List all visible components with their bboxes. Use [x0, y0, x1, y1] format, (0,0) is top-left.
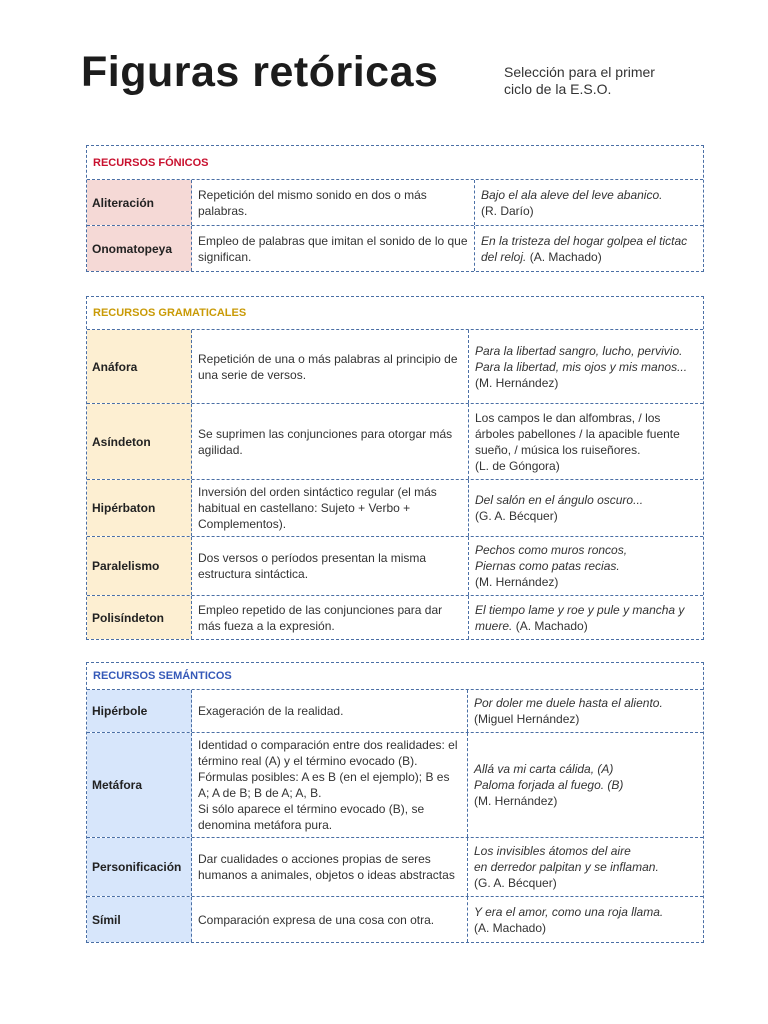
example-author: (M. Hernández) [475, 575, 559, 589]
figure-example [469, 404, 703, 479]
table-row [87, 480, 703, 537]
figure-definition: Empleo de palabras que imitan el sonido de lo que significan. [192, 226, 475, 271]
example-quote: Para la libertad sangro, lucho, pervivio. Para la libertad, mis ojos y mis manos... [475, 343, 688, 374]
figure-name: Hipérbole [87, 690, 192, 732]
figure-name: Personificación [87, 838, 192, 896]
example-author: (A. Machado) [474, 920, 547, 935]
example-quote: Del salón en el ángulo oscuro... [475, 493, 644, 507]
example-author: (Miguel Hernández) [474, 712, 580, 726]
example-quote: El tiempo lame y roe y pule y mancha y muere. [475, 602, 685, 633]
figure-name: Aliteración [87, 180, 192, 225]
example-quote: Allá va mi carta cálida, (A) Paloma forjada al fuego. (B) [474, 762, 624, 792]
section-recursos-gramaticales [86, 296, 704, 640]
figure-definition: Empleo repetido de las conjunciones para dar más fueza a la expresión. [192, 596, 469, 639]
figure-name: Símil [87, 897, 192, 942]
example-author: (M. Hernández) [474, 794, 558, 808]
figure-example [468, 733, 703, 837]
table-row [87, 226, 703, 271]
figure-definition: Identidad o comparación entre dos realidades: el término real (A) y el término evocado (B). Fórmulas posibles: A es B (en el ejemplo); B es A; A de B; B de A; A, B. Si sólo aparece el término evocado (B), se denomina metáfora pura. [192, 733, 468, 837]
figure-example [475, 226, 703, 271]
example-quote: Bajo el ala aleve del leve abanico. [481, 187, 663, 202]
figure-example [468, 690, 703, 732]
table-row [87, 897, 703, 942]
example-quote: Pechos como muros roncos, Piernas como patas recias. [475, 543, 628, 573]
figure-example [469, 480, 703, 536]
table-row [87, 330, 703, 404]
example-author: (M. Hernández) [475, 375, 559, 390]
example-author: (A. Machado) [512, 618, 588, 633]
figure-example [469, 537, 703, 595]
example-quote: Por doler me duele hasta el aliento. [474, 696, 663, 710]
table-row [87, 537, 703, 596]
page-subtitle: Selección para el primer ciclo de la E.S.O. [504, 64, 655, 97]
figure-definition: Dar cualidades o acciones propias de seres humanos a animales, objetos o ideas abstractas [192, 838, 468, 896]
table-row [87, 733, 703, 838]
figure-definition: Inversión del orden sintáctico regular (el más habitual en castellano: Sujeto + Verbo + Complementos). [192, 480, 469, 536]
figure-definition: Se suprimen las conjunciones para otorgar más agilidad. [192, 404, 469, 479]
figure-name: Polisíndeton [87, 596, 192, 639]
example-quote: En la tristeza del hogar golpea el tictac del reloj. [481, 233, 688, 264]
figure-name: Onomatopeya [87, 226, 192, 271]
figure-definition: Dos versos o períodos presentan la misma estructura sintáctica. [192, 537, 469, 595]
figure-name: Hipérbaton [87, 480, 192, 536]
figure-definition: Repetición del mismo sonido en dos o más palabras. [192, 180, 475, 225]
section-heading: RECURSOS SEMÁNTICOS [87, 663, 703, 690]
table-row [87, 596, 703, 639]
table-row [87, 180, 703, 226]
figure-example [475, 180, 703, 225]
page-title: Figuras retóricas [81, 48, 439, 96]
figure-definition: Exageración de la realidad. [192, 690, 468, 732]
table-row [87, 690, 703, 733]
figure-example [469, 596, 703, 639]
figure-definition: Comparación expresa de una cosa con otra. [192, 897, 468, 942]
example-quote: Los invisibles átomos del aire en derredor palpitan y se inflaman. [474, 844, 659, 874]
figure-name: Anáfora [87, 330, 192, 403]
section-heading: RECURSOS FÓNICOS [87, 146, 703, 180]
section-recursos-fonicos [86, 145, 704, 272]
figure-name: Paralelismo [87, 537, 192, 595]
example-author: (G. A. Bécquer) [474, 876, 557, 890]
figure-name: Metáfora [87, 733, 192, 837]
figure-example [469, 330, 703, 403]
example-quote: Y era el amor, como una roja llama. [474, 904, 664, 919]
figure-example [468, 897, 703, 942]
example-author: Los campos le dan alfombras, / los árboles pabellones / la apacible fuente sueño, / música los ruiseñores. (L. de Góngora) [475, 410, 680, 473]
example-author: (A. Machado) [526, 249, 602, 264]
figure-definition: Repetición de una o más palabras al principio de una serie de versos. [192, 330, 469, 403]
table-row [87, 838, 703, 897]
example-author: (R. Darío) [481, 203, 534, 218]
section-heading: RECURSOS GRAMATICALES [87, 297, 703, 330]
example-author: (G. A. Bécquer) [475, 509, 558, 523]
figure-example [468, 838, 703, 896]
figure-name: Asíndeton [87, 404, 192, 479]
section-recursos-semanticos [86, 662, 704, 943]
table-row [87, 404, 703, 480]
